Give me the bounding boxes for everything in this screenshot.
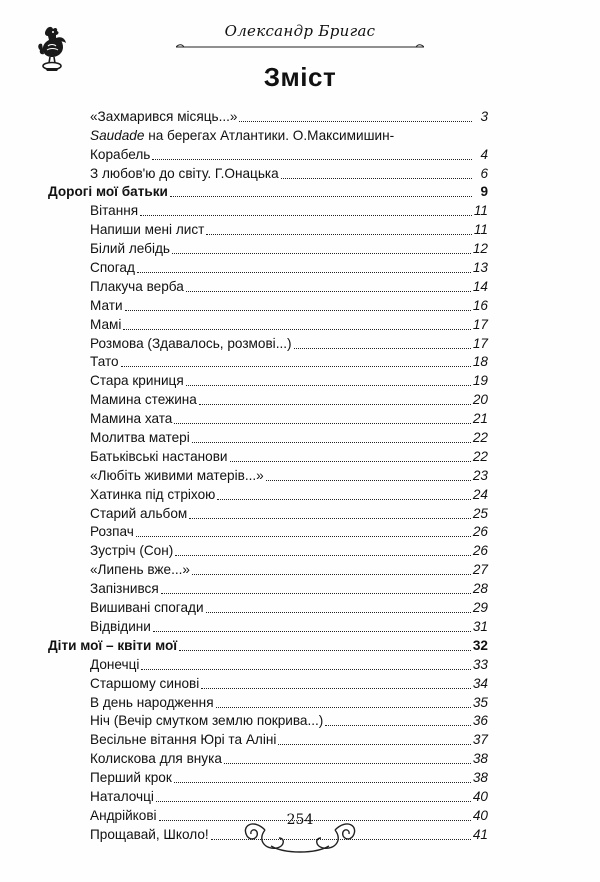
dot-leader <box>206 233 472 235</box>
toc-entry-title: З любов'ю до світу. Г.Онацька <box>90 165 279 181</box>
dot-leader <box>192 573 471 575</box>
toc-page-number: 14 <box>472 278 488 294</box>
toc-page-number: 11 <box>473 222 488 238</box>
dot-leader <box>294 347 471 349</box>
header-divider <box>176 44 424 50</box>
toc-entry-title: Діти мої – квіти мої <box>48 637 178 653</box>
toc-page-number: 9 <box>480 184 488 200</box>
dot-leader <box>216 706 471 708</box>
toc-page-number: 36 <box>472 713 488 729</box>
toc-page-number: 34 <box>472 675 488 691</box>
dot-leader <box>161 592 471 594</box>
toc-entry-row <box>48 200 488 219</box>
toc-entry-title: Білий лебідь <box>90 241 170 257</box>
toc-entry-row <box>48 578 488 597</box>
toc-entry-title <box>90 128 396 144</box>
toc-entry-row <box>48 465 488 484</box>
toc-page-number: 17 <box>472 335 488 351</box>
toc-entry-row <box>48 484 488 503</box>
dot-leader <box>136 535 471 537</box>
toc-entry-title: Молитва матері <box>90 430 190 446</box>
dot-leader <box>141 668 470 670</box>
toc-page-number: 26 <box>472 543 488 559</box>
toc-entry-title: Мамина хата <box>90 411 173 427</box>
toc-page-number: 20 <box>472 392 488 408</box>
toc-entry-title-italic: Saudade <box>90 127 145 143</box>
dot-leader <box>186 384 471 386</box>
toc-entry-title: «Липень вже...» <box>90 562 190 578</box>
toc-entry-row <box>48 748 488 767</box>
toc-entry-title: Старий альбом <box>90 505 188 521</box>
dot-leader <box>186 290 471 292</box>
toc-page-number: 16 <box>472 297 488 313</box>
toc-entry-row <box>48 711 488 730</box>
dot-leader <box>224 762 471 764</box>
toc-page-number: 23 <box>472 467 488 483</box>
toc-entry-row <box>48 370 488 389</box>
toc-entry-row <box>48 238 488 257</box>
toc-page-number: 22 <box>472 430 488 446</box>
toc-page-number: 29 <box>472 600 488 616</box>
dot-leader <box>140 214 472 216</box>
toc-entry-row <box>48 540 488 559</box>
toc-page-number: 28 <box>472 581 488 597</box>
toc-entry-title-rest: на берегах Атлантики. О.Максимишин- <box>144 127 395 143</box>
toc-entry-title: Вітання <box>90 203 139 219</box>
toc-entry-row <box>48 503 488 522</box>
toc-entry-title: Перший крок <box>90 770 172 786</box>
toc-entry-title: Запізнився <box>90 581 159 597</box>
toc-entry-row <box>48 559 488 578</box>
author-name: Олександр Бригас <box>224 22 376 40</box>
toc-page-number: 40 <box>472 788 488 804</box>
dot-leader <box>170 195 472 197</box>
toc-section-row <box>48 635 488 654</box>
toc-page-number: 38 <box>472 770 488 786</box>
toc-entry-title: Прощавай, Школо! <box>90 826 209 842</box>
toc-entry-row <box>48 125 488 144</box>
toc-entry-row <box>48 257 488 276</box>
toc-entry-title: Мати <box>90 297 123 313</box>
toc-entry-title: Донечці <box>90 656 140 672</box>
toc-entry-title: Старшому синові <box>90 675 200 691</box>
toc-entry-title: Вишивані спогади <box>90 600 204 616</box>
page-title: Зміст <box>263 62 337 92</box>
dot-leader <box>153 630 471 632</box>
toc-entry-row <box>48 692 488 711</box>
toc-entry-row <box>48 163 488 182</box>
toc-page-number: 13 <box>472 260 488 276</box>
toc-entry-row <box>48 314 488 333</box>
toc-entry-title: Напиши мені лист <box>90 222 205 238</box>
toc-page-number: 32 <box>472 637 488 653</box>
toc-entry-row <box>48 767 488 786</box>
toc-entry-row <box>48 616 488 635</box>
toc-section-row <box>48 182 488 201</box>
toc-entry-title: «Захмарився місяць...» <box>90 108 238 124</box>
toc-entry-row <box>48 295 488 314</box>
toc-entry-row <box>48 522 488 541</box>
page-number: 254 <box>286 812 314 828</box>
toc-entry-row <box>48 144 488 163</box>
toc-entry-title: В день народження <box>90 694 214 710</box>
dot-leader <box>278 743 470 745</box>
toc-entry-title: Андрійкові <box>90 807 157 823</box>
dot-leader <box>206 611 471 613</box>
dot-leader <box>152 158 472 160</box>
toc-page-number: 25 <box>472 505 488 521</box>
dot-leader <box>201 687 471 689</box>
toc-entry-title: Батьківські настанови <box>90 448 228 464</box>
toc-page-number: 22 <box>472 448 488 464</box>
toc-entry-row <box>48 276 488 295</box>
toc-entry-row <box>48 729 488 748</box>
dot-leader <box>179 649 471 651</box>
toc-page-number: 6 <box>480 165 488 181</box>
toc-entry-title: Розпач <box>90 524 134 540</box>
toc-entry-title: Спогад <box>90 260 135 276</box>
toc-page-number: 35 <box>472 694 488 710</box>
toc-entry-row <box>48 446 488 465</box>
toc-page-number: 19 <box>472 373 488 389</box>
toc-page-number: 31 <box>472 618 488 634</box>
toc-page-number: 3 <box>480 108 488 124</box>
toc-page-number: 21 <box>472 411 488 427</box>
toc-entry-row <box>48 333 488 352</box>
toc-entry-title: Дорогі мої батьки <box>48 184 168 200</box>
toc-entry-title: «Любіть живими матерів...» <box>90 467 264 483</box>
toc-entry-row <box>48 389 488 408</box>
dot-leader <box>230 460 471 462</box>
toc-page-number: 18 <box>472 354 488 370</box>
dot-leader <box>125 309 471 311</box>
toc-page-number: 12 <box>472 241 488 257</box>
toc-page-number: 26 <box>472 524 488 540</box>
toc-page-number: 11 <box>473 203 488 219</box>
toc-page-number: 33 <box>472 656 488 672</box>
dot-leader <box>174 422 471 424</box>
dot-leader <box>175 554 471 556</box>
toc-entry-row <box>48 219 488 238</box>
toc-entry-row <box>48 786 488 805</box>
toc-entry-row <box>48 427 488 446</box>
toc-entry-title: Мамі <box>90 316 122 332</box>
toc-entry-row <box>48 352 488 371</box>
toc-entry-title: Відвідини <box>90 618 151 634</box>
toc-entry-row <box>48 654 488 673</box>
dot-leader <box>266 479 471 481</box>
dot-leader <box>325 724 471 726</box>
dot-leader <box>281 177 472 179</box>
dot-leader <box>239 120 472 122</box>
toc-entry-title: Розмова (Здавалось, розмові...) <box>90 335 292 351</box>
toc-entry-title: Наталочці <box>90 788 154 804</box>
toc-page-number: 38 <box>472 751 488 767</box>
toc-entry-row <box>48 408 488 427</box>
dot-leader <box>137 271 471 273</box>
toc-entry-title: Ніч (Вечір смутком землю покрива...) <box>90 713 324 729</box>
dot-leader <box>189 517 471 519</box>
toc-page-number: 40 <box>472 807 488 823</box>
toc-page-number: 41 <box>472 826 488 842</box>
toc-entry-title: Корабель <box>90 146 151 162</box>
toc-entry-row <box>48 673 488 692</box>
dot-leader <box>156 800 471 802</box>
toc-entry-title: Колискова для внука <box>90 751 222 767</box>
toc-entry-title: Стара криниця <box>90 373 184 389</box>
toc-page-number: 24 <box>472 486 488 502</box>
toc-page-number: 4 <box>480 146 488 162</box>
toc-entry-title: Зустріч (Сон) <box>90 543 174 559</box>
toc-page-number: 17 <box>472 316 488 332</box>
toc-entry-title: Плакуча верба <box>90 278 184 294</box>
dot-leader <box>199 403 471 405</box>
toc-entry-title: Хатинка під стріхою <box>90 486 216 502</box>
toc-page-number: 37 <box>472 732 488 748</box>
toc-entry-title: Мамина стежина <box>90 392 197 408</box>
dot-leader <box>123 328 470 330</box>
dot-leader <box>121 365 471 367</box>
toc-entry-row <box>48 597 488 616</box>
toc-entry-title: Весільне вітання Юрі та Аліні <box>90 732 277 748</box>
dot-leader <box>217 498 471 500</box>
dot-leader <box>172 252 471 254</box>
dot-leader <box>192 441 471 443</box>
toc-page-number: 27 <box>472 562 488 578</box>
toc-entry-row <box>48 106 488 125</box>
dot-leader <box>174 781 471 783</box>
table-of-contents <box>48 106 488 843</box>
toc-entry-title: Тато <box>90 354 119 370</box>
